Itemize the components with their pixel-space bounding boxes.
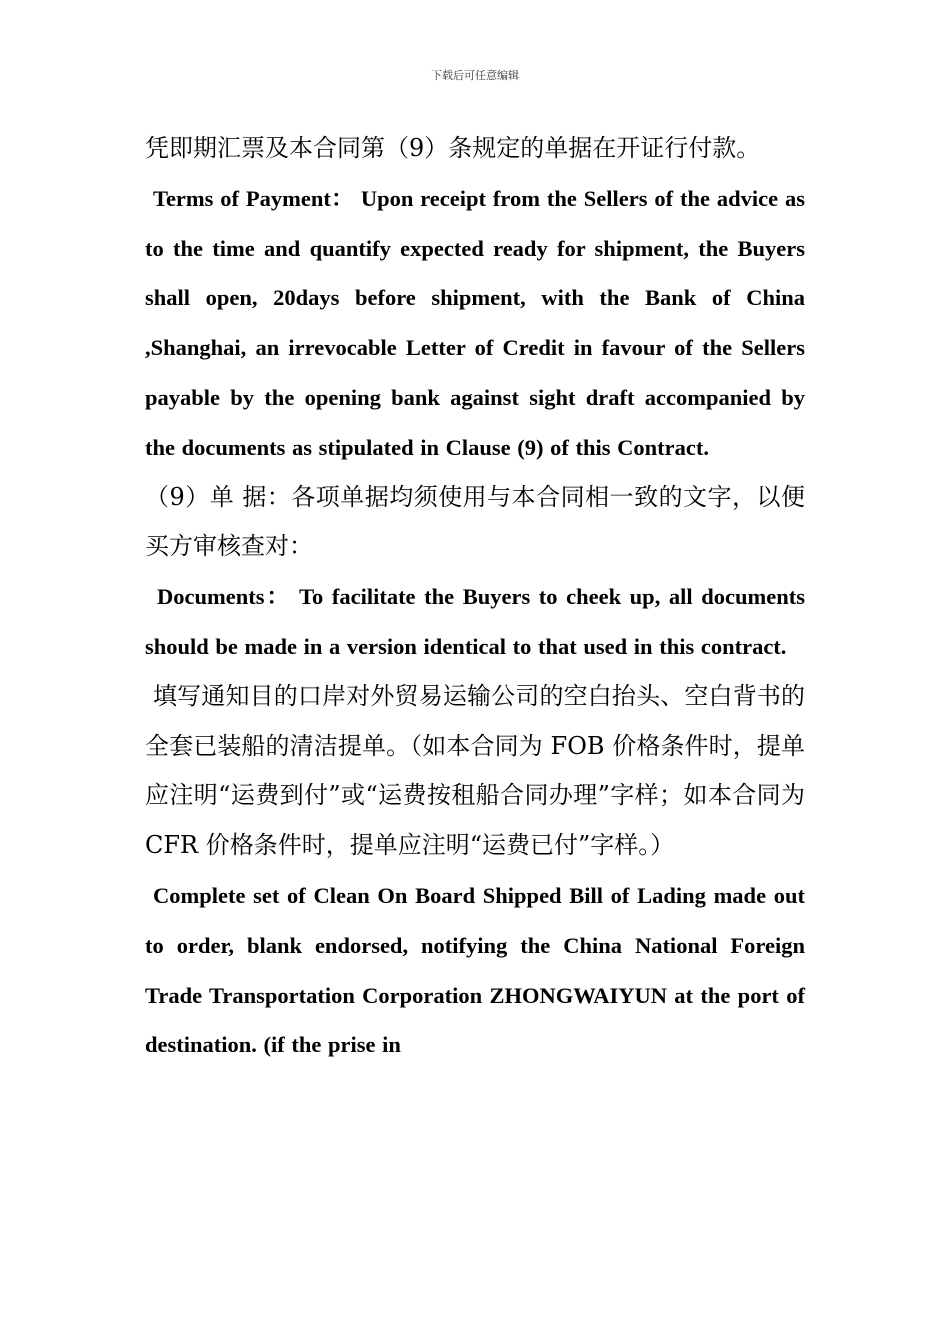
page-header-note: 下载后可任意编辑	[431, 69, 519, 82]
paragraph-documents-cn: （9）单 据：各项单据均须使用与本合同相一致的文字，以便买方审核查对：	[145, 482, 805, 561]
document-body	[145, 124, 805, 1070]
paragraph-bill-of-lading-cn: 填写通知目的口岸对外贸易运输公司的空白抬头、空白背书的全套已装船的清洁提单。（如本合同为 FOB 价格条件时，提单应注明“运费到付”或“运费按租船合同办理”字样；如本合同为 CFR 价格条件时，提单应注明“运费已付”字样。）	[145, 681, 805, 860]
paragraph-payment-terms-en: Terms of Payment： Upon receipt from the Sellers of the advice as to the time and quantify expected ready for shipment, the Buyers shall open, 20days before shipment, with the Bank of China ,Shanghai, an irrevocable Letter of Credit in favour of the Sellers payable by the opening bank against sight draft accompanied by the documents as stipulated in Clause (9) of this Contract.	[145, 185, 805, 460]
paragraph-payment-terms-cn: 凭即期汇票及本合同第（9）条规定的单据在开证行付款。	[145, 134, 761, 162]
paragraph-bill-of-lading-en: Complete set of Clean On Board Shipped Bill of Lading made out to order, blank endorsed, notifying the China National Foreign Trade Transportation Corporation ZHONGWAIYUN at the port of destination. (if the prise in	[145, 882, 805, 1058]
paragraph-documents-en: Documents： To facilitate the Buyers to cheek up, all documents should be made in a version identical to that used in this contract.	[145, 584, 805, 659]
